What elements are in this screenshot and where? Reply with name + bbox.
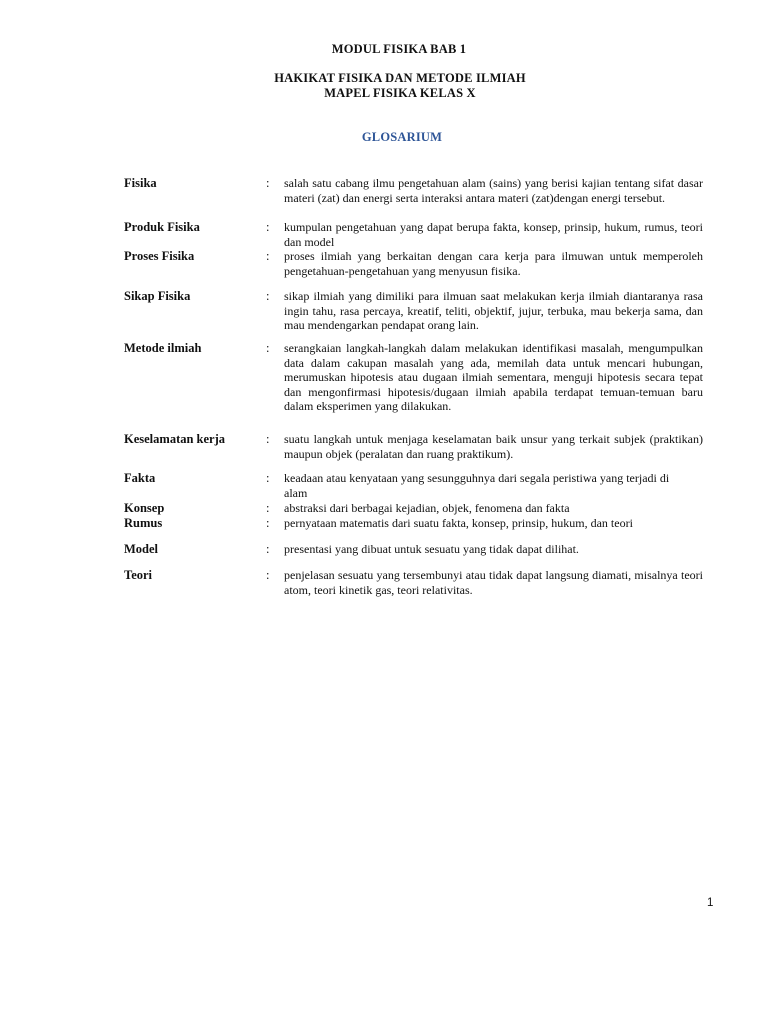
glossary-definition: penjelasan sesuatu yang tersembunyi atau tidak dapat langsung diamati, misalnya teori atom, teori kinetik gas, teori relativitas. <box>284 568 703 597</box>
glossary-term: Konsep <box>124 501 165 515</box>
glossary-definition: salah satu cabang ilmu pengetahuan alam (sains) yang berisi kajian tentang sifat dasar materi (zat) dan energi serta interaksi antara materi (zat)dengan energi tersebut. <box>284 176 703 205</box>
glossary-term: Model <box>124 542 159 556</box>
glossary-heading: GLOSARIUM <box>361 130 443 144</box>
glossary-definition: kumpulan pengetahuan yang dapat berupa fakta, konsep, prinsip, hukum, rumus, teori dan model <box>284 220 703 249</box>
glossary-term: Proses Fisika <box>124 249 195 263</box>
glossary-definition: proses ilmiah yang berkaitan dengan cara kerja para ilmuwan untuk memperoleh pengetahuan-pengetahuan yang menyusun fisika. <box>284 249 703 278</box>
glossary-term: Rumus <box>124 516 163 530</box>
class-subtitle: MAPEL FISIKA KELAS X <box>324 86 476 100</box>
glossary-definition: suatu langkah untuk menjaga keselamatan baik unsur yang terkait subjek (praktikan) maupun objek (peralatan dan ruang praktikum). <box>284 432 703 461</box>
glossary-term: Keselamatan kerja <box>124 432 226 446</box>
glossary-colon: : <box>266 501 270 515</box>
page-number: 1 <box>707 897 714 909</box>
glossary-definition: keadaan atau kenyataan yang sesungguhnya dari segala peristiwa yang terjadi di alam <box>284 471 670 500</box>
glossary-colon: : <box>266 568 270 582</box>
glossary-definition: presentasi yang dibuat untuk sesuatu yang tidak dapat dilihat. <box>284 542 579 556</box>
glossary-definition: serangkaian langkah-langkah dalam melakukan identifikasi masalah, mengumpulkan data dalam cakupan masalah yang ada, memilah data untuk mencari hubungan, merumuskan hipotesis atau dugaan ilmiah sementara, menguji hipotesis secara tepat dan mengonfirmasi hipotesis/dugaan ilmiah apabila terdapat temuan-temuan baru dalam eksperimen yang dilakukan. <box>284 341 703 414</box>
glossary-colon: : <box>266 341 270 355</box>
glossary-colon: : <box>266 542 270 556</box>
glossary-colon: : <box>266 220 270 234</box>
glossary-term: Metode ilmiah <box>124 341 202 355</box>
glossary-colon: : <box>266 249 270 263</box>
glossary-definition: pernyataan matematis dari suatu fakta, konsep, prinsip, hukum, dan teori <box>284 516 633 530</box>
module-title: MODUL FISIKA BAB 1 <box>331 42 467 56</box>
glossary-term: Teori <box>124 568 153 582</box>
glossary-term: Produk Fisika <box>124 220 200 234</box>
glossary-colon: : <box>266 176 270 190</box>
chapter-title: HAKIKAT FISIKA DAN METODE ILMIAH <box>274 71 526 85</box>
glossary-definition: sikap ilmiah yang dimiliki para ilmuan saat melakukan kerja ilmiah diantaranya rasa ingin tahu, rasa percaya, kreatif, teliti, objektif, jujur, terbuka, mau bekerja sama, dan mau mendengarkan pendapat orang lain. <box>284 289 703 333</box>
glossary-colon: : <box>266 289 270 303</box>
glossary-colon: : <box>266 432 270 446</box>
glossary-colon: : <box>266 471 270 485</box>
glossary-definition: abstraksi dari berbagai kejadian, objek, fenomena dan fakta <box>284 501 570 515</box>
glossary-term: Fisika <box>124 176 157 190</box>
glossary-colon: : <box>266 516 270 530</box>
glossary-term: Fakta <box>124 471 156 485</box>
glossary-term: Sikap Fisika <box>124 289 191 303</box>
